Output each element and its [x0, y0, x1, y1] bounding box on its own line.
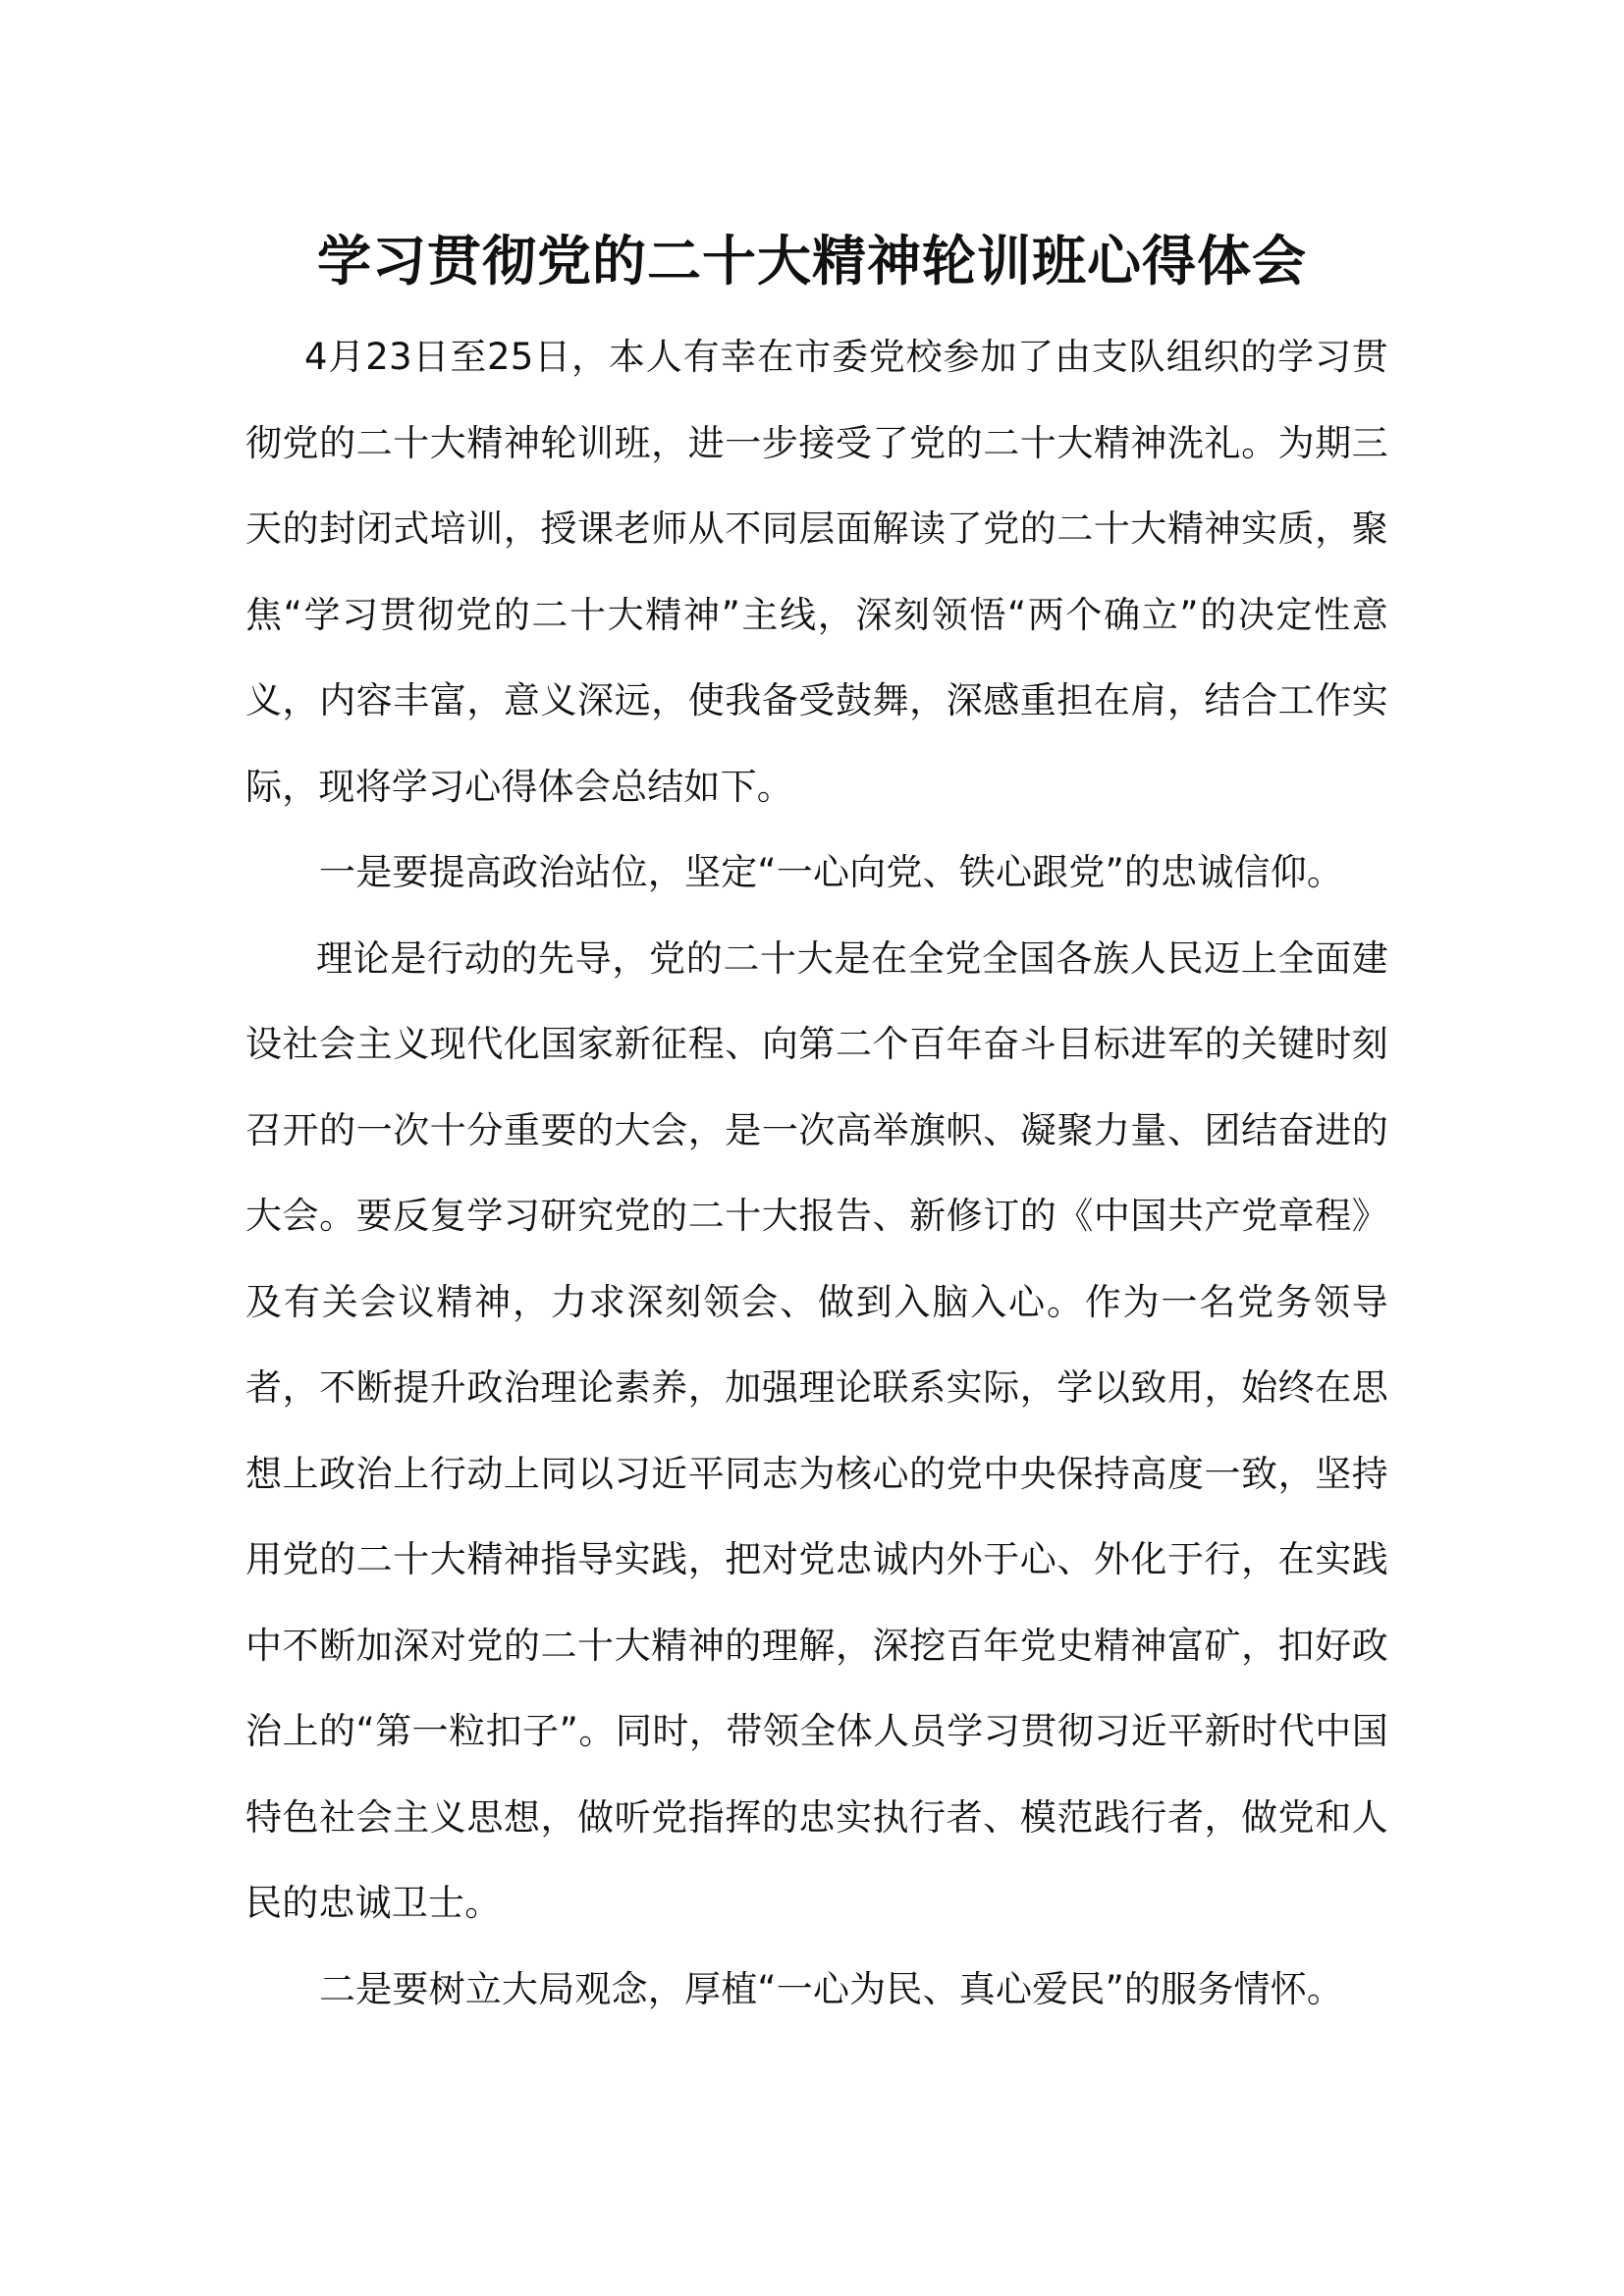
section-heading-2: 二是要树立大局观念，厚植“一心为民、真心爱民”的服务情怀。: [319, 1967, 1344, 2010]
document-body: [245, 314, 1388, 2032]
document-title: 学习贯彻党的二十大精神轮训班心得体会: [316, 230, 1307, 293]
section-1-paragraph: 理论是行动的先导，党的二十大是在全党全国各族人民迈上全面建设社会主义现代化国家新征程、向第二个百年奋斗目标进军的关键时刻召开的一次十分重要的大会，是一次高举旗帜、凝聚力量、团结奋进的大会。要反复学习研究党的二十大报告、新修订的《中国共产党章程》及有关会议精神，力求深刻领会、做到入脑入心。作为一名党务领导者，不断提升政治理论素养，加强理论联系实际，学以致用，始终在思想上政治上行动上同以习近平同志为核心的党中央保持高度一致，坚持用党的二十大精神指导实践，把对党忠诚内外于心、外化于行，在实践中不断加深对党的二十大精神的理解，深挖百年党史精神富矿，扣好政治上的“第一粒扣子”。同时，带领全体人员学习贯彻习近平新时代中国特色社会主义思想，做听党指挥的忠实执行者、模范践行者，做党和人民的忠诚卫士。: [245, 936, 1388, 1924]
section-heading-1: 一是要提高政治站位，坚定“一心向党、铁心跟党”的忠诚信仰。: [319, 851, 1344, 893]
intro-paragraph: 4月23日至25日，本人有幸在市委党校参加了由支队组织的学习贯彻党的二十大精神轮训班，进一步接受了党的二十大精神洗礼。为期三天的封闭式培训，授课老师从不同层面解读了党的二十大精神实质，聚焦“学习贯彻党的二十大精神”主线，深刻领悟“两个确立”的决定性意义，内容丰富，意义深远，使我备受鼓舞，深感重担在肩，结合工作实际，现将学习心得体会总结如下。: [245, 336, 1388, 808]
